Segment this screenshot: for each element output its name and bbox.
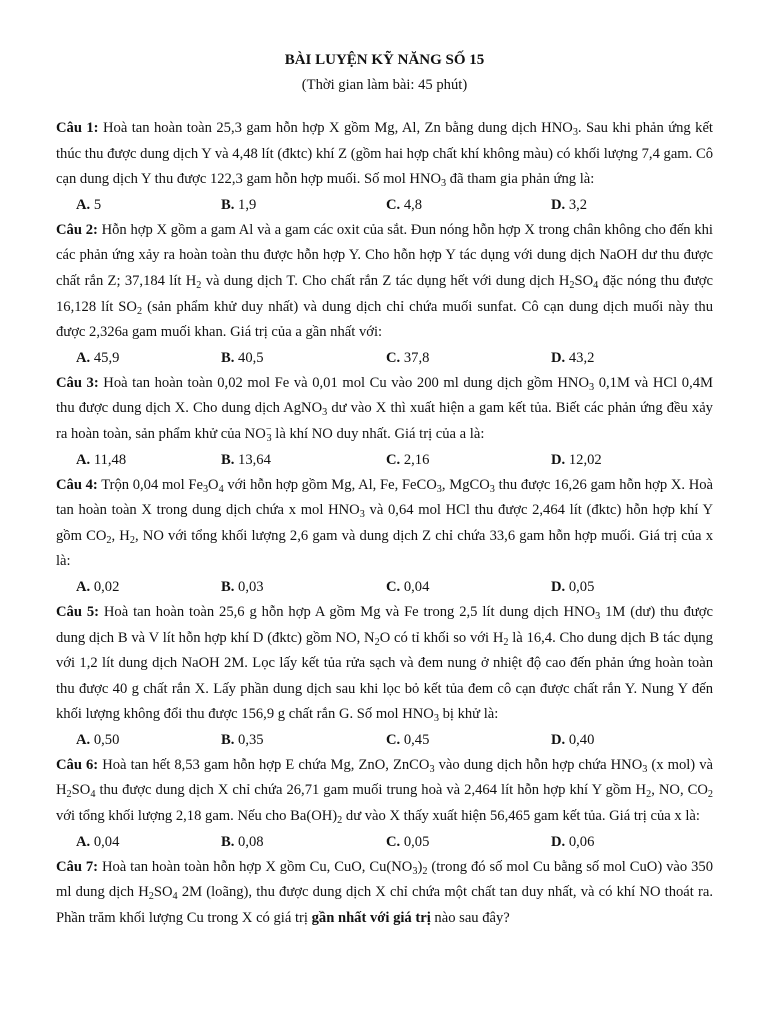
emphasis-text: gần nhất với giá trị xyxy=(311,909,431,926)
question-3 xyxy=(56,371,713,473)
answer-option-d[interactable]: D. 0,06 xyxy=(551,833,595,850)
question-text: Câu 2: Hỗn hợp X gồm a gam Al và a gam các oxit của sắt. Đun nóng hỗn hợp X trong chân không cho đến khi các phản ứng xảy ra hoàn toàn thu được hỗn hợp Y. Cho hỗn hợp Y tác dụng với dung dịch NaOH dư thu được chất rắn Z; 37,184 lít $H_2$ và dung dịch T. Cho chất rắn Z tác dụng hết với dung dịch $H_2SO_4$ đặc nóng thu được 16,128 lít $SO_2$ (sản phẩm khử duy nhất) và dung dịch chỉ chứa muối sunfat. Cô cạn dung dịch muối này thu được 2,326a gam muối khan. Giá trị của a gần nhất với: xyxy=(56,221,713,341)
answer-options xyxy=(56,346,713,371)
question-text: Câu 4: Trộn 0,04 mol $Fe_3O_4$ với hỗn hợp gồm Mg, Al, Fe, FeCO$_3$, MgCO$_3$ thu được 16,26 gam hỗn hợp X. Hoà tan hoàn toàn X trong dung dịch chứa x mol $HNO_3$ và 0,64 mol HCl thu được 2,464 lít (đktc) hỗn hợp khí Y gồm $CO_2$, $H_2$, NO với tổng khối lượng 2,6 gam và dung dịch Z chỉ chứa 33,6 gam hỗn hợp muối. Giá trị của x là: xyxy=(56,476,714,570)
question-1 xyxy=(56,116,713,218)
answer-option-a[interactable]: A. 11,48 xyxy=(76,451,127,468)
answer-option-c[interactable]: C. 0,05 xyxy=(386,833,430,850)
answer-option-d[interactable]: D. 0,05 xyxy=(551,578,595,595)
answer-option-a[interactable]: A. 5 xyxy=(76,196,102,213)
answer-option-d[interactable]: D. 0,40 xyxy=(551,731,595,748)
answer-option-d[interactable]: D. 12,02 xyxy=(551,451,602,468)
answer-option-a[interactable]: A. 45,9 xyxy=(76,349,120,366)
answer-option-b[interactable]: B. 0,08 xyxy=(221,833,264,850)
answer-option-b[interactable]: B. 0,03 xyxy=(221,578,264,595)
answer-option-d[interactable]: D. 43,2 xyxy=(551,349,595,366)
question-label: Câu 5: xyxy=(56,603,99,620)
question-label: Câu 2: xyxy=(56,221,98,238)
question-6 xyxy=(56,753,713,855)
answer-option-c[interactable]: C. 2,16 xyxy=(386,451,430,468)
answer-option-b[interactable]: B. 40,5 xyxy=(221,349,264,366)
answer-option-d[interactable]: D. 3,2 xyxy=(551,196,588,213)
question-label: Câu 7: xyxy=(56,858,99,875)
answer-option-c[interactable]: C. 4,8 xyxy=(386,196,423,213)
answer-option-c[interactable]: C. 0,04 xyxy=(386,578,430,595)
nitrate-ion: $NO^-_3$ xyxy=(244,423,272,444)
answer-options xyxy=(56,830,713,855)
question-text: Câu 6: Hoà tan hết 8,53 gam hỗn hợp E chứa Mg, ZnO, ZnCO$_3$ vào dung dịch hỗn hợp chứa $HNO_3$ (x mol) và $H_2SO_4$ thu được dung dịch X chỉ chứa 26,71 gam muối trung hoà và 2,464 lít hỗn hợp khí Y gồm $H_2$, NO, $CO_2$ với tổng khối lượng 2,18 gam. Nếu cho $Ba(OH)_2$ dư vào X thấy xuất hiện 56,465 gam kết tủa. Giá trị của x là: xyxy=(56,756,713,827)
answer-option-a[interactable]: A. 0,50 xyxy=(76,731,120,748)
question-text: Câu 1: Hoà tan hoàn toàn 25,3 gam hỗn hợp X gồm Mg, Al, Zn bằng dung dịch $HNO_3$. Sau khi phản ứng kết thúc thu được dung dịch Y và 4,48 lít (đktc) khí Z (gồm hai hợp chất khí không màu) có khối lượng 7,4 gam. Cô cạn dung dịch Y thu được 122,3 gam hỗn hợp muối. Số mol $HNO_3$ đã tham gia phản ứng là: xyxy=(56,120,713,190)
page-title: BÀI LUYỆN KỸ NĂNG SỐ 15 xyxy=(284,52,485,68)
answer-option-a[interactable]: A. 0,04 xyxy=(76,833,120,850)
question-label: Câu 6: xyxy=(56,756,99,773)
question-text: Câu 5: Hoà tan hoàn toàn 25,6 g hỗn hợp A gồm Mg và Fe trong 2,5 lít dung dịch $HNO_3$ 1M (dư) thu được dung dịch B và V lít hỗn hợp khí D (đktc) gồm NO, $N_2O$ có tỉ khối so với $H_2$ là 16,4. Cho dung dịch B tác dụng với 1,2 lít dung dịch NaOH 2M. Lọc lấy kết tủa rửa sạch và đem nung ở nhiệt độ cao đến phản ứng hoàn toàn thu được 40 g chất rắn X. Lấy phần dung dịch sau khi lọc bỏ kết tủa đem cô cạn được chất rắn Y. Nung Y đến khối lượng không đổi thu được 156,9 g chất rắn G. Số mol $HNO_3$ bị khử là: xyxy=(56,603,714,725)
answer-options xyxy=(56,728,713,753)
question-2 xyxy=(56,218,713,371)
answer-options xyxy=(56,448,713,473)
answer-option-b[interactable]: B. 0,35 xyxy=(221,731,264,748)
question-7 xyxy=(56,855,713,932)
answer-options xyxy=(56,193,713,218)
question-label: Câu 3: xyxy=(56,374,99,391)
answer-option-c[interactable]: C. 37,8 xyxy=(386,349,430,366)
answer-options xyxy=(56,575,713,600)
answer-option-b[interactable]: B. 1,9 xyxy=(221,196,257,213)
time-limit: (Thời gian làm bài: 45 phút) xyxy=(301,77,468,93)
question-label: Câu 1: xyxy=(56,120,99,136)
answer-option-b[interactable]: B. 13,64 xyxy=(221,451,271,468)
question-label: Câu 4: xyxy=(56,476,98,493)
question-text: Câu 3: Hoà tan hoàn toàn 0,02 mol Fe và 0,01 mol Cu vào 200 ml dung dịch gồm $HNO_3$ 0,1M và HCl 0,4M thu được dung dịch X. Cho dung dịch AgNO$_3$ dư vào X thì xuất hiện a gam kết tủa. Biết các phản ứng đều xảy ra hoàn toàn, sản phẩm khử của $NO^-_3$ là khí NO duy nhất. Giá trị của a là: xyxy=(56,371,713,448)
answer-option-a[interactable]: A. 0,02 xyxy=(76,578,120,595)
question-5 xyxy=(56,600,713,753)
question-text: Câu 7: Hoà tan hoàn toàn hỗn hợp X gồm Cu, CuO, $Cu(NO_3)_2$ (trong đó số mol Cu bằng số mol CuO) vào 350 ml dung dịch $H_2SO_4$ 2M (loãng), thu được dung dịch X chỉ chứa một chất tan duy nhất, và có khí NO thoát ra. Phần trăm khối lượng Cu trong X có giá trị gần nhất với giá trị nào sau đây? xyxy=(56,858,713,926)
question-4 xyxy=(56,473,713,600)
answer-option-c[interactable]: C. 0,45 xyxy=(386,731,430,748)
